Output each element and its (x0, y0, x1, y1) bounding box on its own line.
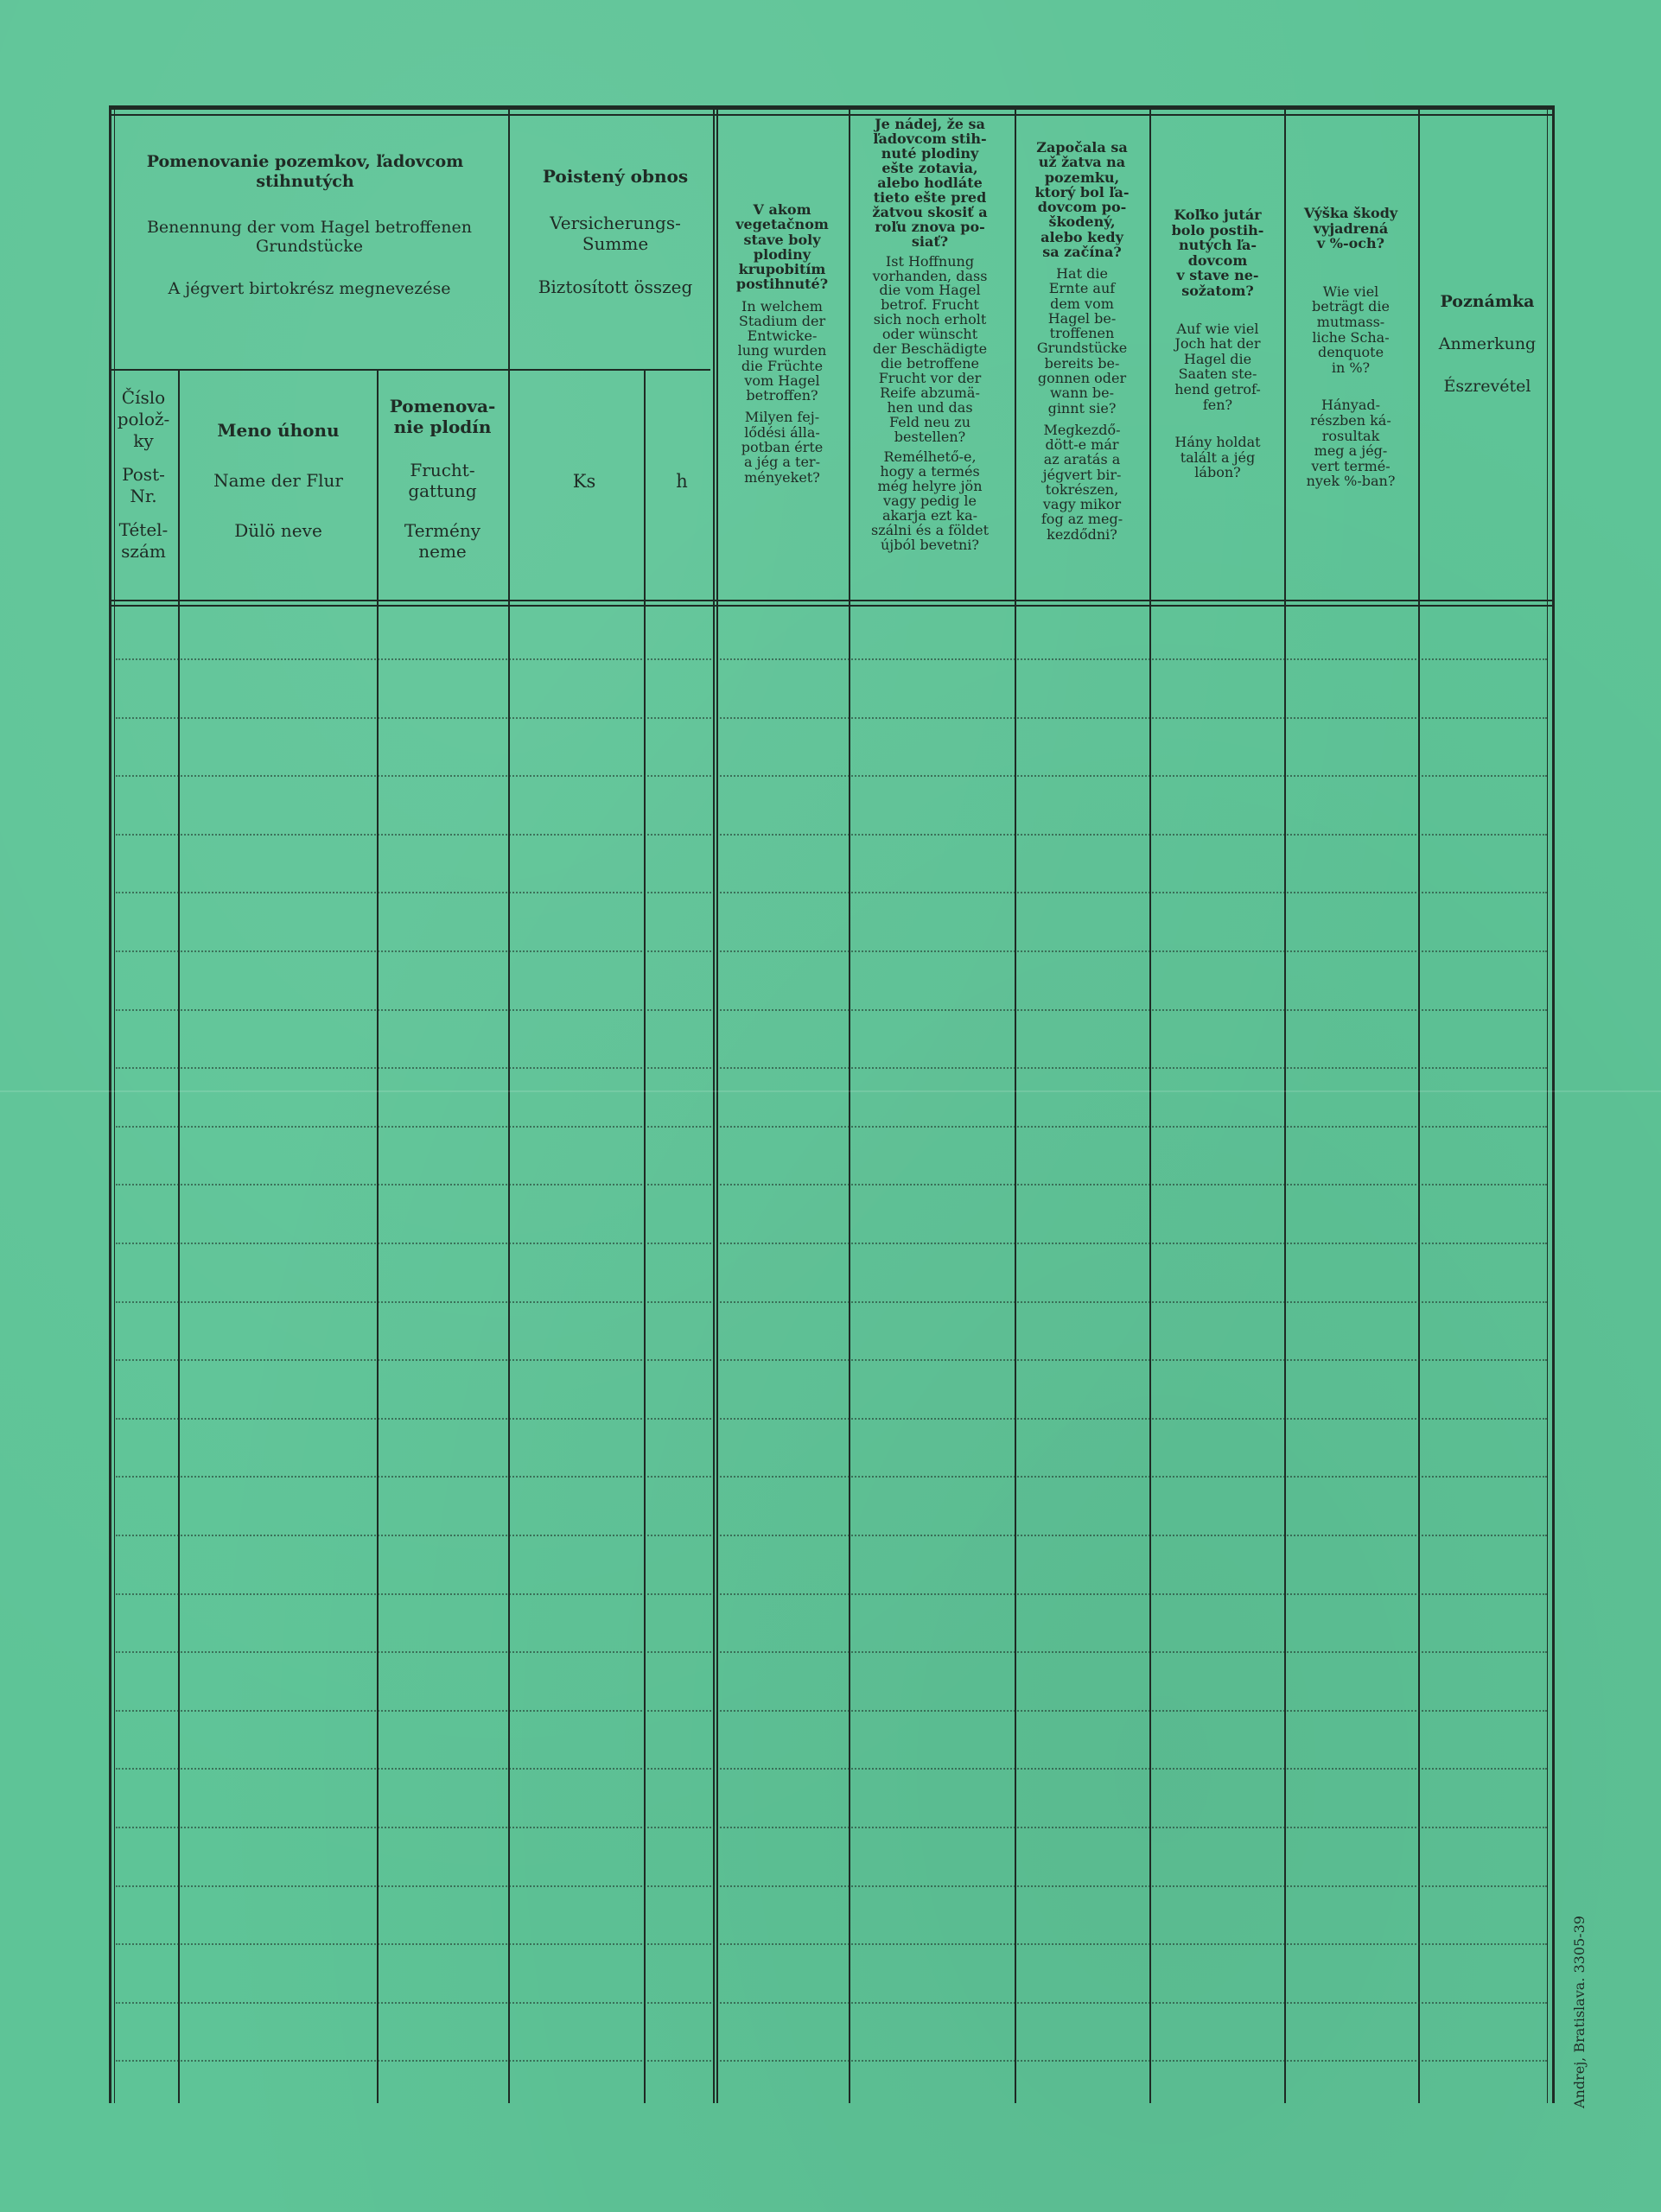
writing-line (116, 1943, 1547, 1945)
dmg-hu-5: vert termé- (1311, 457, 1391, 474)
veg-de-5: die Früchte (741, 357, 824, 374)
hope-hu-5: akarja ezt ka- (881, 506, 978, 524)
top-rule-thin (109, 114, 1554, 116)
header-lot-no (118, 387, 170, 563)
harv-sk-1: Započala sa (1036, 139, 1128, 156)
harv-de-2: Ernte auf (1048, 280, 1116, 297)
hope-sk-5: alebo hodláte (877, 174, 983, 191)
hope-de-1: Ist Hoffnung (885, 252, 975, 270)
harv-sk-7: alebo kedy (1041, 228, 1123, 245)
insured-unit-ks: Ks (572, 471, 596, 492)
harv-hu-3: az aratás a (1043, 451, 1121, 468)
harv-hu-5: tokrészen, (1045, 480, 1119, 498)
header-insured-sum (538, 166, 693, 297)
writing-line (116, 1359, 1547, 1361)
header-vegetation-stage (735, 202, 829, 485)
veg-sk-2: vegetačnom (735, 216, 829, 233)
writing-line (116, 1535, 1547, 1536)
hope-sk-3: nuté plodiny (881, 144, 979, 162)
dmg-hu-1: Hányad- (1321, 397, 1381, 414)
writing-line (116, 950, 1547, 952)
insured-de-2: Summe (582, 233, 649, 254)
subheader-rule (109, 369, 710, 371)
hope-sk-7: žatvou skosiť a (872, 203, 988, 220)
veg-de-2: Stadium der (738, 312, 826, 329)
acre-de-4: Saaten ste- (1178, 365, 1257, 383)
dmg-de-5: denquote (1317, 344, 1384, 361)
hope-de-3: die vom Hagel (879, 282, 981, 299)
col-divider-ks (644, 369, 646, 2103)
col-divider-damage (1418, 105, 1420, 2103)
hope-hu-6: szálni és a földet (870, 521, 990, 538)
insured-de-1: Versicherungs- (550, 213, 681, 233)
acre-de-1: Auf wie viel (1176, 320, 1259, 337)
hope-de-11: hen und das (887, 399, 973, 416)
harv-sk-8: sa začína? (1042, 243, 1122, 260)
hope-de-12: Feld neu zu (888, 414, 971, 431)
dmg-de-2: beträgt die (1312, 298, 1390, 315)
dmg-de-3: mutmass- (1316, 313, 1385, 330)
hope-hu-3: még helyre jön (877, 477, 983, 494)
hope-de-5: sich noch erholt (873, 311, 987, 328)
writing-line (116, 1184, 1547, 1185)
header-field-name (213, 420, 343, 541)
header-crop-name (390, 396, 496, 562)
top-rule-thick (109, 105, 1554, 110)
remark-sk: Poznámka (1440, 292, 1535, 311)
veg-de-6: vom Hagel (744, 372, 820, 389)
printer-imprint: Andrej, Bratislava. 3305-39 (1571, 1916, 1588, 2108)
hope-de-9: Frucht vor der (878, 370, 982, 387)
lot-sk-1: Číslo (121, 387, 166, 408)
dmg-hu-2: részben ká- (1310, 411, 1391, 429)
veg-de-1: In welchem (741, 297, 823, 315)
crop-hu-2: neme (418, 541, 467, 562)
harv-de-1: Hat die (1056, 265, 1108, 283)
header-rule-2 (109, 605, 1554, 607)
hope-sk-8: roľu znova po- (875, 218, 985, 235)
col-divider-harvest (1149, 105, 1151, 2103)
hope-sk-1: Je nádej, že sa (875, 116, 985, 132)
hope-hu-7: újból bevetni? (880, 536, 979, 553)
col-divider-sum-b (716, 105, 718, 2103)
veg-sk-4: plodiny (753, 245, 811, 263)
veg-de-7: betroffen? (746, 387, 818, 404)
col-divider-acres (1284, 105, 1286, 2103)
veg-sk-3: stave boly (743, 231, 821, 248)
hope-hu-2: hogy a termés (880, 462, 980, 480)
acre-hu-3: lábon? (1194, 464, 1241, 481)
acre-de-5: hend getrof- (1174, 380, 1261, 397)
acre-hu-2: talált a jég (1180, 448, 1256, 466)
header-parcel-de: Benennung der vom Hagel betroffenen Grundstücke (146, 217, 473, 257)
veg-hu-3: potban érte (741, 438, 824, 455)
harv-hu-2: dött-e már (1045, 436, 1119, 454)
header-parcel-group (124, 152, 495, 299)
harv-de-3: dem vom (1050, 295, 1114, 312)
col-border-right (1552, 105, 1555, 2103)
field-sk: Meno úhonu (217, 420, 340, 441)
remark-de: Anmerkung (1438, 334, 1537, 353)
veg-sk-1: V akom (753, 201, 811, 218)
acre-sk-6: sožatom? (1181, 282, 1254, 299)
harv-hu-8: kezdődni? (1047, 525, 1117, 543)
harv-sk-4: ktorý bol ľa- (1034, 183, 1130, 200)
writing-line (116, 1651, 1547, 1653)
harv-hu-4: jégvert bir- (1042, 466, 1122, 483)
writing-line (116, 1243, 1547, 1244)
harv-sk-6: škodený, (1048, 213, 1116, 231)
lot-sk-3: ky (133, 430, 154, 451)
acre-hu-1: Hány holdat (1174, 434, 1261, 451)
writing-line (116, 2060, 1547, 2062)
header-remark (1439, 292, 1536, 396)
veg-sk-5: krupobitím (738, 261, 826, 278)
col-border-right-inner (1547, 105, 1548, 2103)
hope-de-6: oder wünscht (881, 326, 978, 343)
remark-hu: Észrevétel (1443, 376, 1531, 396)
hope-sk-6: tieto ešte pred (873, 188, 987, 206)
acre-sk-4: dovcom (1187, 251, 1248, 269)
dmg-sk-3: v %-och? (1316, 235, 1385, 252)
veg-sk-6: postihnuté? (735, 276, 829, 293)
dmg-sk-2: vyjadrená (1313, 219, 1389, 237)
hope-de-8: die betroffene (881, 355, 979, 372)
hope-sk-9: siať? (911, 232, 949, 250)
harv-sk-2: už žatva na (1038, 154, 1126, 171)
hope-de-13: bestellen? (894, 429, 966, 446)
veg-de-3: Entwicke- (747, 327, 818, 345)
acre-sk-3: nutých ľa- (1179, 237, 1257, 254)
veg-de-4: lung wurden (737, 342, 827, 359)
harv-de-10: ginnt sie? (1047, 399, 1117, 416)
dmg-hu-4: meg a jég- (1314, 442, 1388, 460)
veg-hu-1: Milyen fej- (744, 409, 820, 426)
field-hu: Dülö neve (234, 520, 322, 541)
acre-sk-2: bolo postih- (1171, 221, 1264, 238)
crop-de-2: gattung (408, 480, 477, 501)
writing-line (116, 658, 1547, 660)
writing-line (116, 892, 1547, 893)
crop-hu-1: Termény (404, 520, 481, 541)
harv-hu-6: vagy mikor (1042, 496, 1122, 513)
insured-sk: Poistený obnos (542, 166, 689, 187)
header-acres-standing (1172, 207, 1264, 480)
writing-line (116, 1885, 1547, 1887)
harv-de-9: wann be- (1049, 385, 1115, 402)
writing-line (116, 1768, 1547, 1770)
lot-de-1: Post- (122, 464, 165, 485)
hope-sk-2: ľadovcom stih- (873, 130, 987, 147)
hope-sk-4: ešte zotavia, (881, 159, 978, 176)
hope-de-4: betrof. Frucht (881, 296, 979, 314)
dmg-de-6: in %? (1331, 359, 1371, 376)
col-border-left (109, 105, 111, 2103)
harv-de-6: Grundstücke (1036, 340, 1128, 357)
acre-de-2: Joch hat der (1174, 335, 1261, 353)
hope-de-7: der Beschädigte (872, 340, 988, 358)
hope-de-10: Reife abzumä- (880, 385, 980, 402)
acre-de-6: fen? (1202, 396, 1233, 413)
field-de: Name der Flur (213, 470, 343, 491)
writing-line (116, 1476, 1547, 1478)
harv-sk-3: pozemku, (1044, 168, 1120, 186)
header-harvest-started (1034, 140, 1129, 542)
harv-hu-1: Megkezdő- (1043, 421, 1121, 438)
writing-line (116, 1009, 1547, 1011)
header-parcel-hu: A jégvert birtokrész megnevezése (168, 279, 451, 299)
writing-line (116, 1593, 1547, 1595)
writing-line (116, 1827, 1547, 1828)
hope-hu-4: vagy pedig le (883, 492, 977, 509)
dmg-hu-6: nyek %-ban? (1306, 473, 1396, 490)
col-divider-lot (178, 369, 180, 2103)
insured-hu: Biztosított összeg (538, 276, 693, 297)
acre-sk-1: Koľko jutár (1174, 207, 1262, 223)
header-damage-percent (1304, 206, 1397, 489)
col-border-left-inner (114, 105, 115, 2103)
harv-hu-7: fog az meg- (1041, 511, 1123, 528)
lot-sk-2: polož- (117, 409, 170, 429)
writing-line (116, 1301, 1547, 1303)
harv-de-7: bereits be- (1044, 354, 1120, 372)
crop-sk-1: Pomenova- (389, 396, 496, 416)
lot-hu-2: szám (121, 541, 166, 562)
header-parcel-sk: Pomenovanie pozemkov, ľadovcom stihnutých (146, 152, 464, 191)
col-divider-field (377, 369, 379, 2103)
crop-sk-2: nie plodín (393, 416, 492, 437)
hope-hu-1: Remélhető-e, (883, 448, 977, 465)
writing-line (116, 2002, 1547, 2004)
lot-de-2: Nr. (130, 486, 157, 506)
harv-de-4: Hagel be- (1047, 309, 1117, 327)
acre-de-3: Hagel die (1183, 350, 1252, 367)
dmg-de-1: Wie viel (1322, 283, 1379, 300)
col-divider-veg (849, 105, 850, 2103)
writing-line (116, 717, 1547, 719)
crop-de-1: Frucht- (410, 460, 475, 480)
acre-sk-5: v stave ne- (1176, 267, 1259, 284)
veg-hu-2: lődési álla- (744, 423, 820, 441)
veg-hu-5: ményeket? (744, 468, 820, 486)
lot-hu-1: Tétel- (118, 519, 169, 540)
col-divider-hope (1015, 105, 1016, 2103)
col-divider-sum (713, 105, 715, 2103)
insured-unit-h: h (676, 471, 688, 492)
writing-line (116, 775, 1547, 777)
writing-line (116, 1067, 1547, 1069)
veg-hu-4: a jég a ter- (744, 454, 820, 471)
col-divider-crop (508, 105, 510, 2103)
writing-line (116, 1126, 1547, 1128)
fold-mark (0, 1090, 1661, 1092)
header-recovery-hope (871, 118, 989, 553)
harv-de-5: troffenen (1049, 325, 1115, 342)
dmg-hu-3: rosultak (1321, 427, 1380, 444)
header-rule-1 (109, 600, 1554, 601)
writing-line (116, 1418, 1547, 1420)
writing-line (116, 1710, 1547, 1712)
harv-de-8: gonnen oder (1037, 369, 1127, 386)
harv-sk-5: dovcom po- (1037, 199, 1127, 216)
dmg-de-4: liche Scha- (1312, 328, 1390, 346)
writing-line (116, 834, 1547, 836)
hope-de-2: vorhanden, dass (872, 267, 988, 284)
dmg-sk-1: Výška škody (1303, 205, 1398, 221)
